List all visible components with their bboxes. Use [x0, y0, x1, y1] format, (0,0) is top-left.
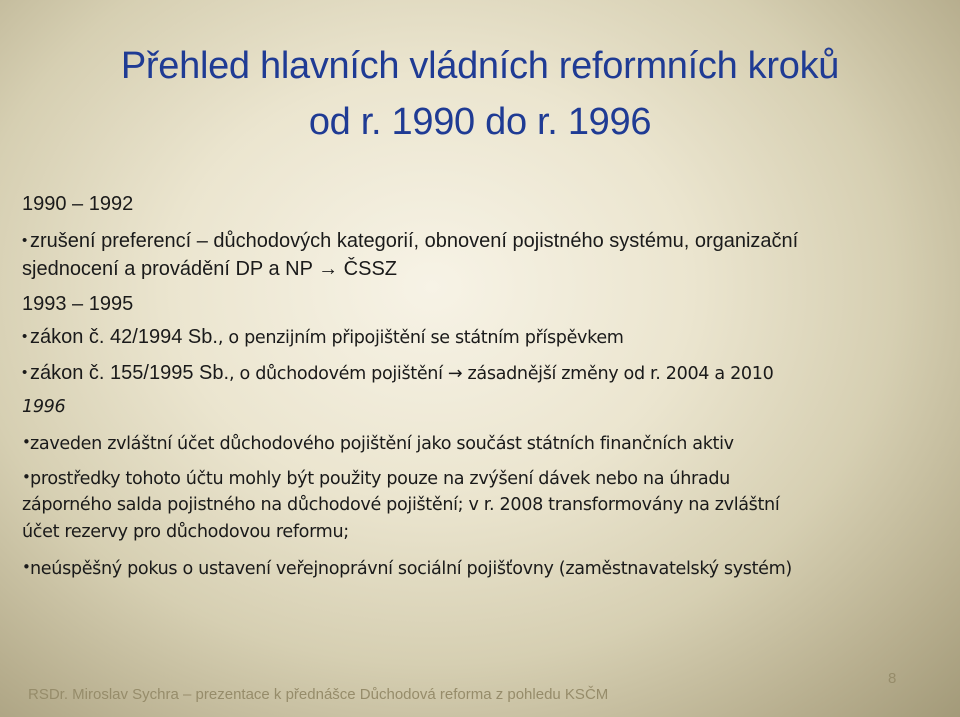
list-item-continuation: účet rezervy pro důchodovou reformu;	[22, 522, 349, 542]
list-item: •prostředky tohoto účtu mohly být použity pouze na zvýšení dávek nebo na úhradu	[22, 463, 730, 493]
bullet: •	[22, 558, 31, 576]
list-item: •zaveden zvláštní účet důchodového pojištění jako součást státních finančních aktiv	[22, 428, 734, 458]
slide-footer: RSDr. Miroslav Sychra – prezentace k přednášce Důchodová reforma z pohledu KSČM	[28, 686, 609, 703]
period-heading-1990-1992: 1990 – 1992	[22, 193, 134, 215]
bullet: •	[22, 232, 28, 249]
bullet: •	[22, 364, 28, 381]
page-number: 8	[888, 670, 897, 687]
period-heading-1993-1995: 1993 – 1995	[22, 293, 134, 315]
list-item: • zákon č. 155/1995 Sb., o důchodovém pojištění → zásadnější změny od r. 2004 a 2010	[22, 359, 773, 388]
period-heading-1996: 1996	[22, 397, 66, 417]
bullet: •	[22, 433, 31, 451]
title-line-1: Přehled hlavních vládních reformních kroků	[120, 45, 840, 87]
list-item: •neúspěšný pokus o ustavení veřejnoprávní sociální pojišťovny (zaměstnavatelský systém)	[22, 553, 792, 583]
title-line-2: od r. 1990 do r. 1996	[308, 101, 652, 143]
list-item-continuation: sjednocení a provádění DP a NP → ČSSZ	[22, 258, 398, 280]
bullet: •	[22, 468, 31, 486]
list-item: • zákon č. 42/1994 Sb., o penzijním připojištění se státním příspěvkem	[22, 323, 624, 352]
bullet: •	[22, 328, 28, 345]
list-item-continuation: záporného salda pojistného na důchodové pojištění; v r. 2008 transformovány na zvláštní	[22, 495, 780, 515]
slide-title	[0, 38, 960, 150]
list-item: • zrušení preferencí – důchodových kategorií, obnovení pojistného systému, organizační	[22, 227, 798, 255]
